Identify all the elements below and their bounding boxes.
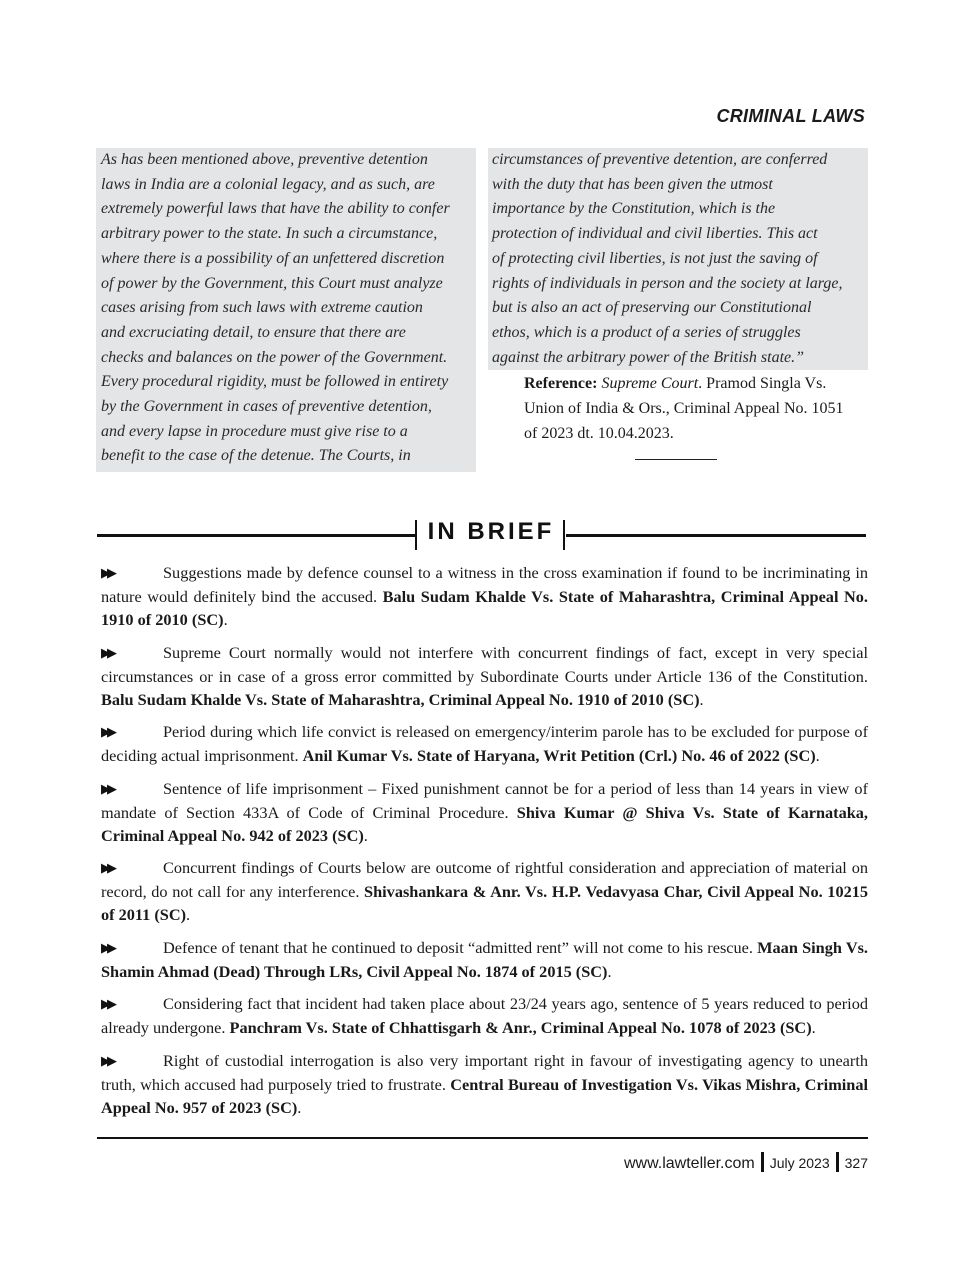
in-brief-list [101,561,868,1128]
quote-line: by the Government in cases of preventive detention, [101,398,432,416]
quote-line: arbitrary power to the state. In such a circumstance, [101,225,438,243]
double-arrow-icon: ▶▶ [101,940,113,956]
quote-line: ethos, which is a product of a series of struggles [492,323,801,341]
brief-item [101,1049,868,1119]
quote-line: but is also an act of preserving our Constitutional [492,299,812,317]
footer-rule [97,1137,868,1139]
double-arrow-icon: ▶▶ [101,781,113,797]
quote-line: protection of individual and civil liberties. This act [492,225,818,243]
brief-end: . [815,746,820,765]
brief-end: . [363,825,368,845]
case-citation: Anil Kumar Vs. State of Haryana, Writ Petition (Crl.) No. 46 of 2022 (SC) [302,746,816,765]
quote-line: of power by the Government, this Court must analyze [101,274,443,292]
page-footer [560,1152,868,1173]
quote-line: importance by the Constitution, which is the [492,200,776,218]
brief-item [101,992,868,1039]
brief-end: . [699,689,704,709]
footer-separator [836,1152,839,1172]
quote-line: and excruciating detail, to ensure that there are [101,323,406,341]
brief-item [101,561,868,631]
quote-line: Every procedural rigidity, must be followed in entirety [101,373,449,391]
quote-line: As has been mentioned above, preventive detention [101,151,428,168]
double-arrow-icon: ▶▶ [101,645,113,661]
quote-line: benefit to the case of the detenue. The Courts, in [101,447,411,465]
quote-line: extremely powerful laws that have the ability to confer [101,200,450,218]
reference-court: Supreme Court [601,375,699,392]
case-citation: Central Bureau of Investigation Vs. Vikas Mishra, Criminal Appeal No. 957 of 2023 (SC) [101,1074,868,1117]
case-citation: Maan Singh Vs. Shamin Ahmad (Dead) Through LRs, Civil Appeal No. 1874 of 2015 (SC) [101,937,869,981]
brief-end: . [223,610,228,629]
double-arrow-icon: ▶▶ [101,725,113,740]
double-arrow-icon: ▶▶ [101,1053,113,1069]
case-citation: Shivashankara & Anr. Vs. H.P. Vedavyasa Char, Civil Appeal No. 10215 of 2011 (SC) [101,882,869,924]
quote-line: where there is a possibility of an unfettered discretion [101,249,445,267]
in-brief-tick-left [415,520,417,550]
quote-line: of protecting civil liberties, is not just the saving of [492,249,818,267]
quote-line: circumstances of preventive detention, are conferred [492,151,828,168]
brief-end: . [186,905,191,924]
quote-line: with the duty that has been given the utmost [492,175,773,193]
brief-item [101,936,868,983]
brief-summary: Suggestions made by defence counsel to a witness in the cross examination if found to be incriminating in nature would definitely bind the accused. [101,563,868,606]
quote-line: cases arising from such laws with extreme caution [101,299,423,317]
footer-separator [761,1152,764,1172]
in-brief-rule-left [97,534,415,537]
in-brief-tick-right [563,520,565,550]
reference-citation [524,371,854,446]
brief-end: . [297,1097,302,1117]
judgment-quote-right [488,148,868,370]
double-arrow-icon: ▶▶ [101,861,113,876]
brief-item [101,641,868,711]
quote-line: against the arbitrary power of the British state.” [492,348,805,366]
case-citation: Balu Sudam Khalde Vs. State of Maharashtra, Criminal Appeal No. 1910 of 2010 (SC) [101,689,700,709]
brief-item [101,777,868,847]
issue-date: July 2023 [769,1155,830,1171]
reference-label: Reference: [524,375,598,392]
brief-item [101,720,868,767]
judgment-quote-left [96,148,476,472]
brief-item [101,856,868,926]
case-citation: Panchram Vs. State of Chhattisgarh & Anr., Criminal Appeal No. 1078 of 2023 (SC) [229,1018,812,1037]
section-header: CRIMINAL LAWS [716,106,865,126]
case-citation: Balu Sudam Khalde Vs. State of Maharashtra, Criminal Appeal No. 1910 of 2010 (SC) [101,587,869,629]
reference-text: . Pramod Singla Vs. Union of India & Ors., Criminal Appeal No. 1051 of 2023 dt. 10.04.2023. [524,375,844,442]
brief-summary: Concurrent findings of Courts below are outcome of rightful consideration and appreciation of material on record, do not call for any interference. [101,858,868,901]
in-brief-rule-right [566,534,866,537]
brief-summary: Supreme Court normally would not interfere with concurrent findings of fact, except in very special circumstances or in case of a gross error committed by Subordinate Courts under Article 136 of the Constitution. [101,642,868,686]
brief-summary: Period during which life convict is released on emergency/interim parole has to be excluded for purpose of deciding actual imprisonment. [101,722,868,765]
double-arrow-icon: ▶▶ [101,997,113,1012]
quote-line: checks and balances on the power of the Government. [101,348,448,366]
website-link[interactable]: www.lawteller.com [624,1155,755,1172]
brief-end: . [811,1018,816,1037]
brief-summary: Defence of tenant that he continued to deposit “admitted rent” will not come to his rescue. [163,937,758,957]
brief-summary: Considering fact that incident had taken place about 23/24 years ago, sentence of 5 years reduced to period already undergone. [101,994,868,1037]
quote-line: laws in India are a colonial legacy, and as such, are [101,175,435,193]
quote-line: rights of individuals in person and the society at large, [492,274,843,292]
brief-summary: Right of custodial interrogation is also very important right in favour of investigating agency to unearth truth, which accused had purposely tried to frustrate. [101,1050,868,1094]
case-citation: Shiva Kumar @ Shiva Vs. State of Karnataka, Criminal Appeal No. 942 of 2023 (SC) [101,802,869,845]
double-arrow-icon: ▶▶ [101,566,113,581]
reference-divider [635,459,717,460]
in-brief-heading: IN BRIEF [427,518,555,545]
page-number: 327 [844,1155,868,1171]
brief-summary: Sentence of life imprisonment – Fixed punishment cannot be for a period of less than 14 years in view of mandate of Section 433A of Code of Criminal Procedure. [101,778,868,822]
quote-line: and every lapse in procedure must give rise to a [101,422,408,440]
brief-end: . [607,961,612,981]
